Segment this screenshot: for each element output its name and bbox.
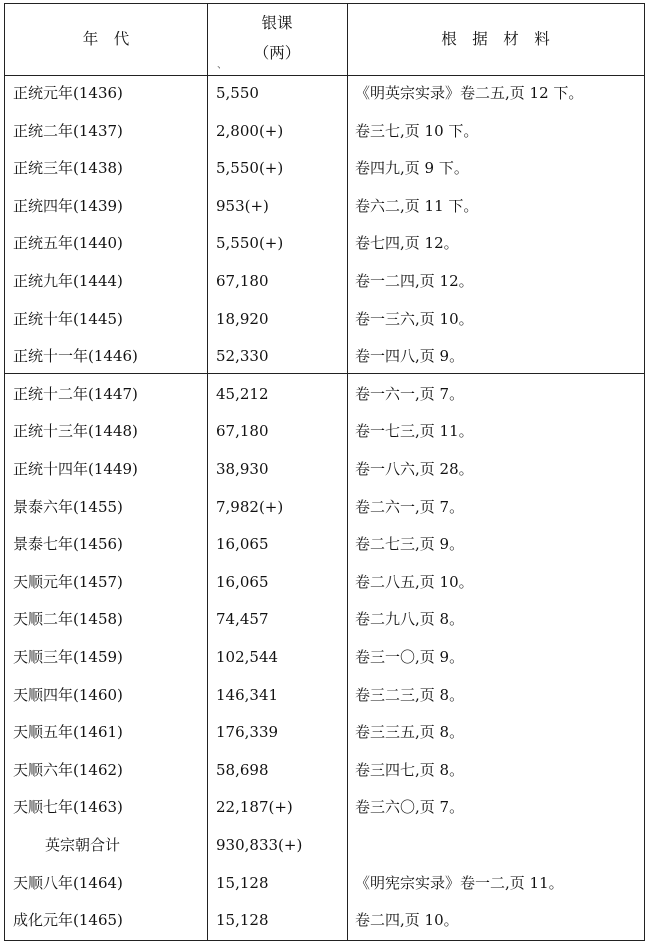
cell-silver: 5,550(+) xyxy=(216,234,284,252)
cell-silver: 52,330 xyxy=(216,347,269,365)
cell-year: 天顺四年(1460) xyxy=(13,686,123,704)
cell-year: 正统十一年(1446) xyxy=(13,347,138,365)
cell-source: 卷三三五,页 8。 xyxy=(355,723,465,741)
cell-year: 正统二年(1437) xyxy=(13,122,123,140)
cell-year: 正统十四年(1449) xyxy=(13,460,138,478)
section-divider xyxy=(5,373,644,374)
cell-source: 卷二八五,页 10。 xyxy=(355,573,474,591)
cell-year: 天顺二年(1458) xyxy=(13,610,123,628)
cell-silver: 5,550(+) xyxy=(216,159,284,177)
silver-tax-table xyxy=(4,3,645,941)
cell-silver: 930,833(+) xyxy=(216,836,303,854)
cell-silver: 16,065 xyxy=(216,535,269,553)
cell-year: 正统五年(1440) xyxy=(13,234,123,252)
cell-silver: 74,457 xyxy=(216,610,269,628)
cell-silver: 58,698 xyxy=(216,761,269,779)
cell-source: 卷一八六,页 28。 xyxy=(355,460,474,478)
cell-source: 卷三四七,页 8。 xyxy=(355,761,465,779)
cell-silver: 15,128 xyxy=(216,911,269,929)
cell-source: 《明英宗实录》卷二五,页 12 下。 xyxy=(355,84,584,102)
cell-silver: 38,930 xyxy=(216,460,269,478)
cell-source: 卷一四八,页 9。 xyxy=(355,347,465,365)
cell-year: 景泰六年(1455) xyxy=(13,498,123,516)
cell-year: 正统十年(1445) xyxy=(13,310,123,328)
cell-year: 正统十二年(1447) xyxy=(13,385,138,403)
cell-source: 卷四九,页 9 下。 xyxy=(355,159,469,177)
cell-year: 英宗朝合计 xyxy=(45,836,121,854)
cell-year: 景泰七年(1456) xyxy=(13,535,123,553)
cell-silver: 16,065 xyxy=(216,573,269,591)
cell-source: 卷一三六,页 10。 xyxy=(355,310,474,328)
cell-silver: 67,180 xyxy=(216,272,269,290)
column-divider-2 xyxy=(347,4,348,940)
cell-silver: 18,920 xyxy=(216,310,269,328)
cell-year: 正统元年(1436) xyxy=(13,84,123,102)
cell-source: 卷一二四,页 12。 xyxy=(355,272,474,290)
cell-source: 卷二六一,页 7。 xyxy=(355,498,465,516)
cell-year: 正统三年(1438) xyxy=(13,159,123,177)
cell-source: 卷一七三,页 11。 xyxy=(355,422,474,440)
cell-year: 正统四年(1439) xyxy=(13,197,123,215)
header-year: 年 代 xyxy=(82,30,130,48)
cell-source: 《明宪宗实录》卷一二,页 11。 xyxy=(355,874,564,892)
cell-silver: 2,800(+) xyxy=(216,122,284,140)
cell-year: 正统九年(1444) xyxy=(13,272,123,290)
stray-mark: 、 xyxy=(217,60,227,71)
cell-year: 天顺七年(1463) xyxy=(13,798,123,816)
cell-silver: 22,187(+) xyxy=(216,798,293,816)
cell-source: 卷七四,页 12。 xyxy=(355,234,459,252)
cell-silver: 7,982(+) xyxy=(216,498,284,516)
cell-source: 卷六二,页 11 下。 xyxy=(355,197,479,215)
cell-silver: 45,212 xyxy=(216,385,269,403)
cell-source: 卷二四,页 10。 xyxy=(355,911,459,929)
cell-silver: 5,550 xyxy=(216,84,259,102)
cell-source: 卷三六〇,页 7。 xyxy=(355,798,465,816)
cell-silver: 953(+) xyxy=(216,197,269,215)
cell-year: 天顺三年(1459) xyxy=(13,648,123,666)
cell-silver: 146,341 xyxy=(216,686,279,704)
cell-source: 卷一六一,页 7。 xyxy=(355,385,465,403)
cell-source: 卷二七三,页 9。 xyxy=(355,535,465,553)
header-divider xyxy=(5,75,644,76)
cell-year: 天顺元年(1457) xyxy=(13,573,123,591)
cell-year: 天顺八年(1464) xyxy=(13,874,123,892)
cell-silver: 67,180 xyxy=(216,422,269,440)
cell-year: 天顺五年(1461) xyxy=(13,723,123,741)
cell-silver: 176,339 xyxy=(216,723,279,741)
column-divider-1 xyxy=(207,4,208,940)
cell-source: 卷三一〇,页 9。 xyxy=(355,648,465,666)
cell-year: 正统十三年(1448) xyxy=(13,422,138,440)
cell-source: 卷二九八,页 8。 xyxy=(355,610,465,628)
cell-year: 天顺六年(1462) xyxy=(13,761,123,779)
cell-silver: 102,544 xyxy=(216,648,279,666)
cell-year: 成化元年(1465) xyxy=(13,911,123,929)
header-source: 根 据 材 料 xyxy=(441,30,550,48)
cell-source: 卷三七,页 10 下。 xyxy=(355,122,479,140)
header-silver-line2: （两） xyxy=(253,44,301,62)
header-silver-line1: 银课 xyxy=(261,14,293,32)
cell-silver: 15,128 xyxy=(216,874,269,892)
cell-source: 卷三二三,页 8。 xyxy=(355,686,465,704)
